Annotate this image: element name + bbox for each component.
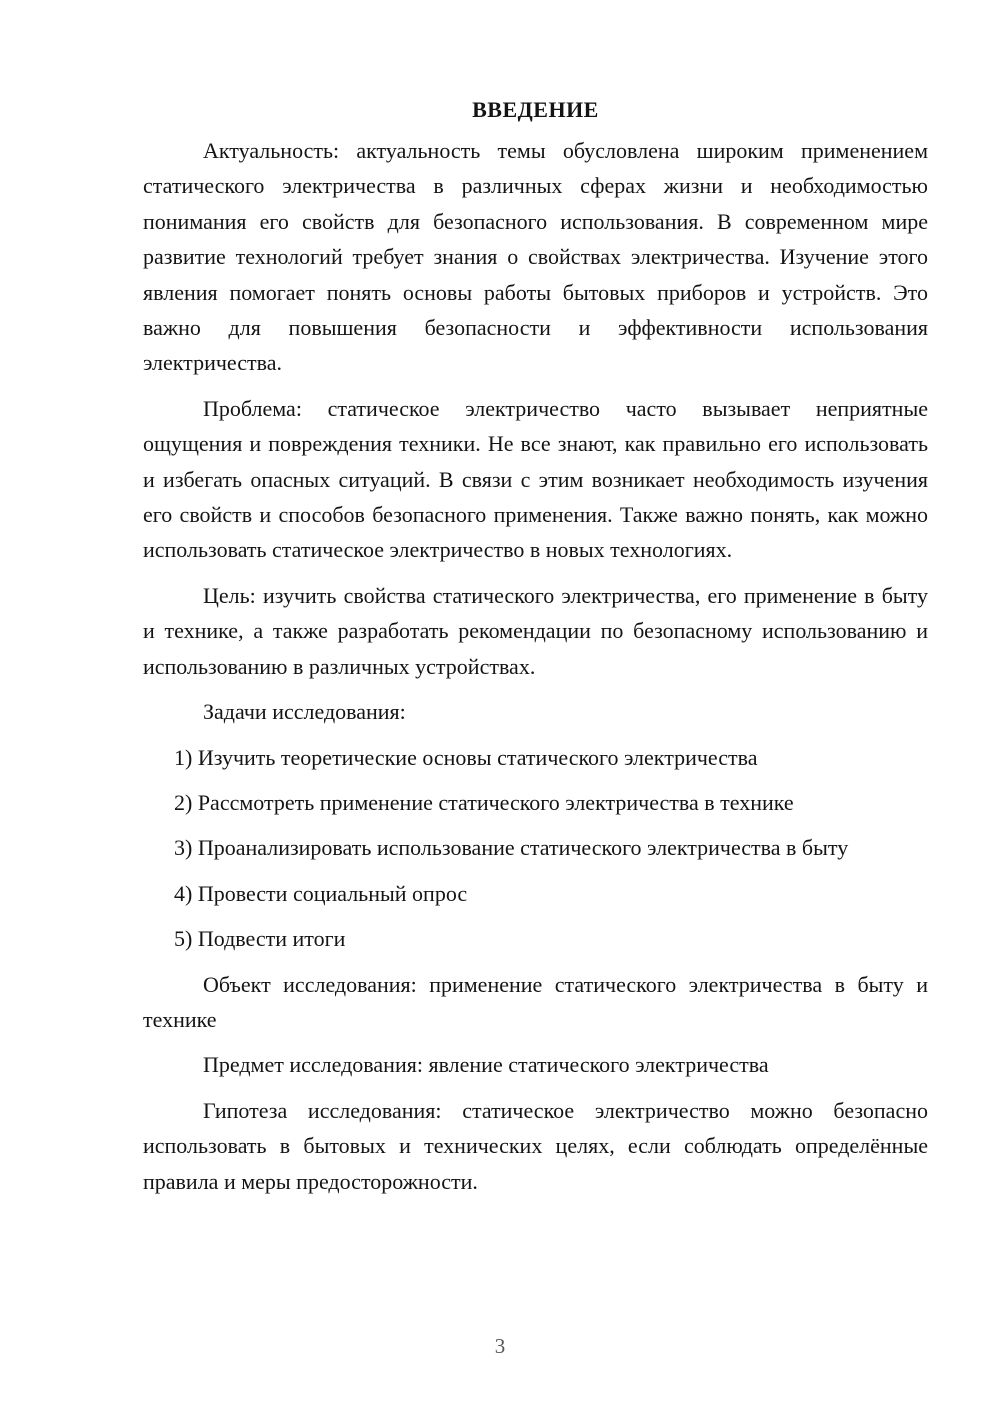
problem-paragraph: Проблема: статическое электричество часто вызывает неприятные ощущения и повреждения техники. Не все знают, как правильно его использовать и избегать опасных ситуаций. В связи с этим возникает необходимость изучения его свойств и способов безопасного применения. Также важно понять, как можно использовать статическое электричество в новых технологиях.	[143, 395, 928, 563]
hypothesis-paragraph: Гипотеза исследования: статическое электричество можно безопасно использовать в бытовых и технических целях, если соблюдать определённые правила и меры предосторожности.	[143, 1097, 928, 1194]
tasks-heading: Задачи исследования:	[203, 699, 406, 725]
task-item: 2) Рассмотреть применение статического электричества в технике	[174, 789, 794, 815]
task-item: 5) Подвести итоги	[174, 926, 346, 952]
task-item: 1) Изучить теоретические основы статического электричества	[174, 744, 758, 770]
page-content	[143, 92, 928, 1209]
goal-paragraph: Цель: изучить свойства статического электричества, его применение в быту и технике, а также разработать рекомендации по безопасному использованию и использованию в различных устройствах.	[143, 582, 928, 679]
page-title: ВВЕДЕНИЕ	[472, 97, 599, 122]
subject-paragraph: Предмет исследования: явление статического электричества	[203, 1052, 769, 1078]
relevance-paragraph: Актуальность: актуальность темы обусловлена широким применением статического электричества в различных сферах жизни и необходимостью понимания его свойств для безопасного использования. В современном мире развитие технологий требует знания о свойствах электричества. Изучение этого явления помогает понять основы работы бытовых приборов и устройств. Это важно для повышения безопасности и эффективности использования электричества.	[143, 138, 928, 376]
task-item: 4) Провести социальный опрос	[174, 880, 468, 906]
page-number: 3	[494, 1334, 506, 1358]
task-item: 3) Проанализировать использование статического электричества в быту	[174, 835, 849, 861]
object-paragraph: Объект исследования: применение статического электричества в быту и технике	[143, 971, 928, 1032]
